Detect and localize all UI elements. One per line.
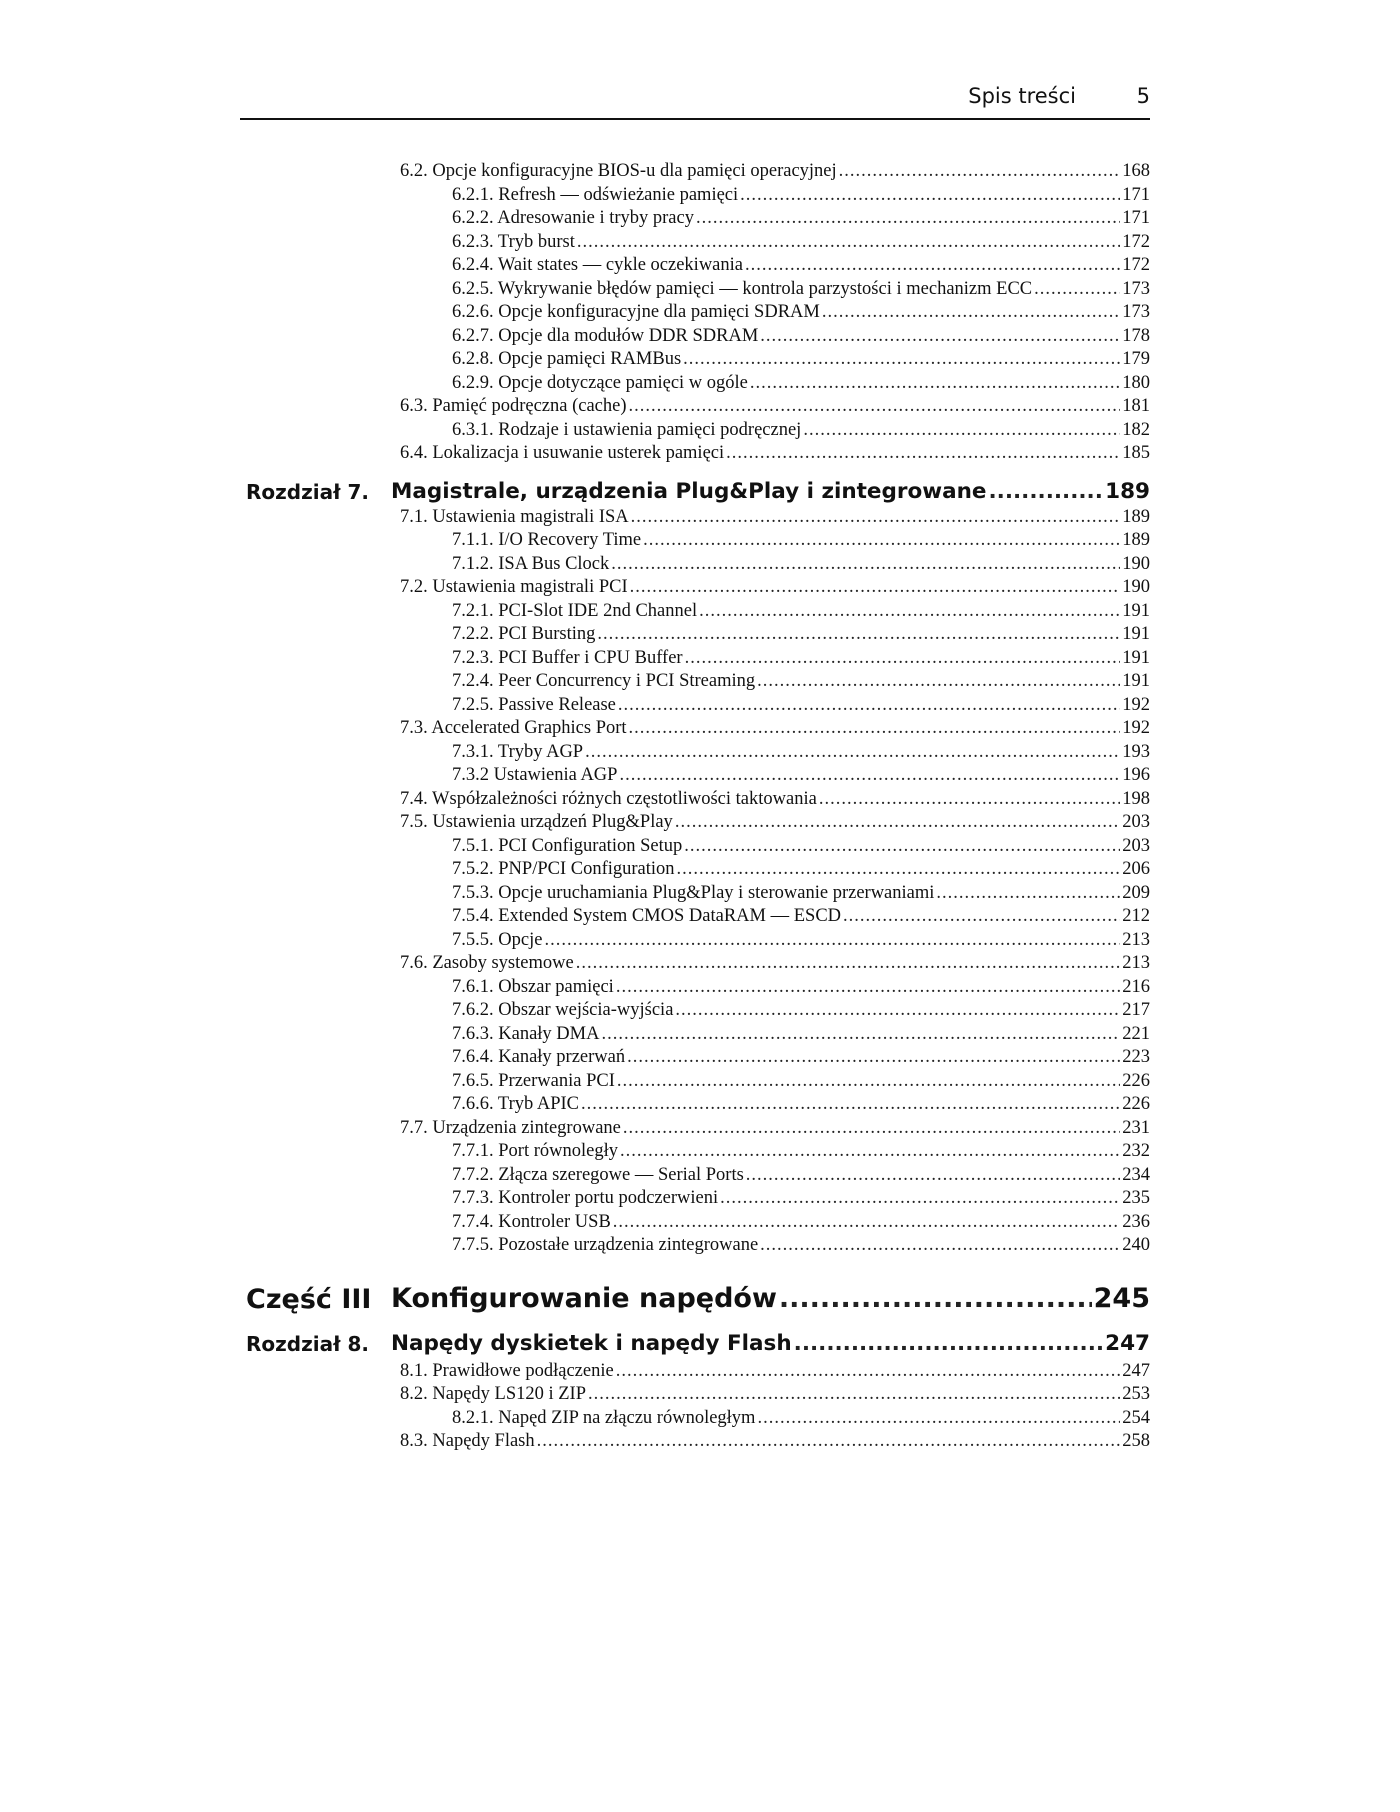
- dot-leader: [577, 231, 1120, 255]
- toc-entry-title: 6.2.3. Tryb burst: [452, 231, 575, 252]
- toc-entry-line: [452, 858, 1150, 882]
- toc-entry-line: [400, 1360, 1150, 1384]
- dot-leader: [629, 395, 1121, 419]
- toc-page-number: 190: [1122, 553, 1150, 574]
- dot-leader: [619, 764, 1120, 788]
- toc-entry-title: 7.2. Ustawienia magistrali PCI: [400, 577, 628, 597]
- toc-entry: [240, 764, 1150, 788]
- toc-entry-line: [452, 741, 1150, 765]
- dot-leader: [630, 576, 1121, 600]
- dot-leader: [757, 670, 1120, 694]
- toc-page-number: 173: [1122, 302, 1150, 322]
- toc-entry-title: 6.2.2. Adresowanie i tryby pracy: [452, 208, 694, 228]
- dot-leader: [745, 254, 1120, 278]
- toc-entry-line: [452, 529, 1150, 553]
- toc-entry-line: [400, 1117, 1150, 1141]
- toc-entry-title: 7.6.3. Kanały DMA: [452, 1023, 600, 1044]
- toc-page-number: 240: [1122, 1235, 1150, 1255]
- toc-entry-line: [400, 442, 1150, 466]
- toc-entry-title: 7.7.4. Kontroler USB: [452, 1211, 611, 1232]
- toc-entry-line: [452, 764, 1150, 788]
- toc-page-number: 191: [1122, 624, 1150, 644]
- dot-leader: [779, 1282, 1092, 1316]
- dot-leader: [576, 952, 1121, 976]
- toc-entry-line: [452, 207, 1150, 231]
- toc-page-number: 213: [1122, 953, 1150, 973]
- toc-page-number: 191: [1122, 600, 1150, 621]
- dot-leader: [544, 929, 1120, 953]
- dot-leader: [623, 1117, 1120, 1141]
- toc-entry-line: [391, 1330, 1150, 1358]
- dot-leader: [683, 348, 1120, 372]
- toc-entry-line: [400, 576, 1150, 600]
- toc-entry: [240, 207, 1150, 231]
- toc-entry-title: 7.3.1. Tryby AGP: [452, 741, 584, 762]
- toc-entry: [240, 600, 1150, 624]
- toc-entry: [240, 529, 1150, 553]
- dot-leader: [839, 160, 1121, 184]
- toc-entry-title: 6.2.1. Refresh — odświeżanie pamięci: [452, 184, 739, 205]
- toc-entry: [240, 858, 1150, 882]
- chapter-label: Rozdział 8.: [246, 1331, 369, 1356]
- dot-leader: [631, 506, 1121, 530]
- toc-entry-line: [452, 184, 1150, 208]
- dot-leader: [618, 694, 1120, 718]
- dot-leader: [696, 207, 1120, 231]
- toc-entry: [240, 694, 1150, 718]
- dot-leader: [760, 1234, 1120, 1258]
- toc-entry-line: [452, 278, 1150, 302]
- toc-entry-title: 7.1. Ustawienia magistrali ISA: [400, 506, 629, 527]
- toc-entry: [240, 372, 1150, 396]
- toc-page-number: 171: [1122, 184, 1150, 205]
- toc-entry: [240, 442, 1150, 466]
- dot-leader: [585, 741, 1120, 765]
- dot-leader: [819, 788, 1120, 812]
- toc-entry-line: [452, 694, 1150, 718]
- toc-page-number: 178: [1122, 325, 1150, 346]
- toc-page-number: 226: [1122, 1094, 1150, 1114]
- toc-page-number: 247: [1122, 1360, 1150, 1381]
- toc-entry: [240, 976, 1150, 1000]
- toc-page-number: 226: [1122, 1070, 1150, 1091]
- toc-entry-title: 7.6.2. Obszar wejścia-wyjścia: [452, 1000, 674, 1020]
- toc-page-number: 235: [1122, 1188, 1150, 1208]
- toc-entry-title: 7.7.2. Złącza szeregowe — Serial Ports: [452, 1164, 744, 1185]
- toc-entry-line: [452, 647, 1150, 671]
- toc-entry-title: 7.2.4. Peer Concurrency i PCI Streaming: [452, 671, 756, 691]
- toc-entry-line: [452, 372, 1150, 396]
- toc-entry: [240, 160, 1150, 184]
- toc-entry-line: [452, 231, 1150, 255]
- toc-entry-line: [452, 301, 1150, 325]
- toc-page-number: 180: [1122, 372, 1150, 393]
- toc-entry-title: 8.1. Prawidłowe podłączenie: [400, 1360, 614, 1381]
- toc-entry-title: 6.4. Lokalizacja i usuwanie usterek pamięci: [400, 443, 725, 463]
- toc-entry-line: [400, 811, 1150, 835]
- toc-entry: [240, 1023, 1150, 1047]
- toc-page-number: 181: [1122, 396, 1150, 416]
- dot-leader: [794, 1330, 1103, 1358]
- toc-entry-title: 7.6.5. Przerwania PCI: [452, 1070, 615, 1091]
- dot-leader: [803, 419, 1120, 443]
- toc-entry-line: [452, 999, 1150, 1023]
- toc-page-number: 191: [1122, 647, 1150, 668]
- toc-page-number: 193: [1122, 741, 1150, 762]
- toc-entry: [240, 348, 1150, 372]
- toc-entry-title: 7.1.1. I/O Recovery Time: [452, 530, 642, 550]
- dot-leader: [746, 1164, 1120, 1188]
- dot-leader: [843, 905, 1120, 929]
- toc-entry-title: 6.2.5. Wykrywanie błędów pamięci — kontrola parzystości i mechanizm ECC: [452, 278, 1033, 299]
- toc-entry: [240, 1117, 1150, 1141]
- toc-entry-title: 7.2.5. Passive Release: [452, 694, 616, 715]
- toc-entry: [240, 419, 1150, 443]
- toc-entry-line: [452, 419, 1150, 443]
- dot-leader: [675, 811, 1120, 835]
- toc-entry: [240, 1093, 1150, 1117]
- toc-page-number: 234: [1122, 1164, 1150, 1185]
- dot-leader: [989, 478, 1104, 506]
- toc-page-number: 232: [1122, 1141, 1150, 1161]
- toc-entry-title: 7.7.5. Pozostałe urządzenia zintegrowane: [452, 1235, 759, 1255]
- dot-leader: [581, 1093, 1120, 1117]
- toc-entry-line: [452, 623, 1150, 647]
- toc-entry: [240, 811, 1150, 835]
- toc-entry-title: 7.7. Urządzenia zintegrowane: [400, 1117, 621, 1138]
- toc-entry-line: [452, 1140, 1150, 1164]
- toc-page-number: 173: [1122, 278, 1150, 299]
- header-page-number: 5: [1136, 84, 1150, 108]
- toc-page-number: 179: [1122, 349, 1150, 369]
- toc-page-number: 196: [1122, 765, 1150, 785]
- toc-page-number: 190: [1122, 577, 1150, 597]
- toc-page-number: 209: [1122, 882, 1150, 903]
- toc-entry: [240, 1383, 1150, 1407]
- toc-entry-line: [452, 1211, 1150, 1235]
- toc-entry-line: [452, 905, 1150, 929]
- toc-entry: [240, 1360, 1150, 1384]
- toc-entry-line: [452, 1234, 1150, 1258]
- toc-page-number: 245: [1093, 1282, 1150, 1314]
- toc-entry-title: 7.5.1. PCI Configuration Setup: [452, 835, 683, 856]
- toc-entry: [240, 1407, 1150, 1431]
- toc-entry-line: [452, 348, 1150, 372]
- toc-entry-title: 7.6.6. Tryb APIC: [452, 1094, 579, 1114]
- toc-page-number: 189: [1122, 530, 1150, 550]
- toc-page-number: 247: [1105, 1330, 1150, 1356]
- toc-entry-line: [452, 1070, 1150, 1094]
- dot-leader: [611, 553, 1120, 577]
- dot-leader: [675, 999, 1120, 1023]
- toc-page-number: 206: [1122, 859, 1150, 879]
- toc-entry: [240, 231, 1150, 255]
- toc-entry: [240, 647, 1150, 671]
- dot-leader: [760, 325, 1120, 349]
- toc-page-number: 171: [1122, 208, 1150, 228]
- dot-leader: [720, 1187, 1120, 1211]
- toc-page-number: 254: [1122, 1407, 1150, 1428]
- toc-entry-title: 7.3.2 Ustawienia AGP: [452, 765, 618, 785]
- toc-entry: [240, 1430, 1150, 1454]
- dot-leader: [601, 1023, 1120, 1047]
- toc-entry: [240, 278, 1150, 302]
- toc-entry-title: 8.3. Napędy Flash: [400, 1431, 535, 1451]
- toc-entry: [240, 670, 1150, 694]
- toc-page-number: 172: [1122, 255, 1150, 275]
- toc-entry-title: 6.2.8. Opcje pamięci RAMBus: [452, 349, 682, 369]
- toc-entry-title: Konfigurowanie napędów: [391, 1282, 777, 1314]
- toc-entry-line: [452, 976, 1150, 1000]
- toc-page-number: 189: [1122, 506, 1150, 527]
- dot-leader: [617, 1070, 1120, 1094]
- dot-leader: [699, 600, 1120, 624]
- toc-page-number: 185: [1122, 443, 1150, 463]
- toc-entry-title: 7.2.3. PCI Buffer i CPU Buffer: [452, 647, 683, 668]
- dot-leader: [757, 1407, 1120, 1431]
- toc-entry-line: [400, 160, 1150, 184]
- toc-entry-line: [452, 553, 1150, 577]
- running-header: [240, 84, 1150, 120]
- toc-entry: [240, 1070, 1150, 1094]
- toc-entry-title: 7.2.1. PCI-Slot IDE 2nd Channel: [452, 600, 698, 621]
- toc-entry-line: [391, 1282, 1150, 1316]
- toc-entry-title: 7.6. Zasoby systemowe: [400, 953, 574, 973]
- toc-entry: [240, 576, 1150, 600]
- part-label: Część III: [246, 1283, 372, 1315]
- toc-entry-line: [391, 478, 1150, 506]
- toc-entry-title: 7.7.1. Port równoległy: [452, 1141, 618, 1161]
- dot-leader: [613, 1211, 1120, 1235]
- toc-page-number: 217: [1122, 1000, 1150, 1020]
- toc-entry: [240, 788, 1150, 812]
- header-title: Spis treści: [968, 84, 1076, 108]
- toc-entry: [240, 553, 1150, 577]
- toc-entry: [240, 882, 1150, 906]
- toc-page-number: 192: [1122, 694, 1150, 715]
- toc-entry-title: 7.6.4. Kanały przerwań: [452, 1047, 626, 1067]
- toc-entry: [240, 1211, 1150, 1235]
- toc-entry-line: [452, 1023, 1150, 1047]
- toc-entry-line: [452, 1046, 1150, 1070]
- dot-leader: [629, 717, 1121, 741]
- toc-entry: [240, 717, 1150, 741]
- toc-entry-title: 6.2.6. Opcje konfiguracyjne dla pamięci SDRAM: [452, 302, 820, 322]
- dot-leader: [822, 301, 1120, 325]
- toc-entry-title: 7.5.2. PNP/PCI Configuration: [452, 859, 675, 879]
- toc-entry: [240, 325, 1150, 349]
- dot-leader: [616, 976, 1120, 1000]
- toc-page-number: 191: [1122, 671, 1150, 691]
- toc-chapter-heading: [240, 1322, 1150, 1360]
- toc-entry: [240, 623, 1150, 647]
- toc-entry-title: 6.2.7. Opcje dla modułów DDR SDRAM: [452, 325, 759, 346]
- toc-chapter-heading: [240, 466, 1150, 506]
- toc-page-number: 216: [1122, 976, 1150, 997]
- toc-entry-line: [400, 1383, 1150, 1407]
- toc-page-number: 231: [1122, 1117, 1150, 1138]
- dot-leader: [627, 1046, 1120, 1070]
- toc-entry-line: [452, 1093, 1150, 1117]
- toc-entry-title: 7.1.2. ISA Bus Clock: [452, 553, 610, 574]
- toc-entry-title: 8.2. Napędy LS120 i ZIP: [400, 1384, 587, 1404]
- dot-leader: [750, 372, 1120, 396]
- toc-page-number: 258: [1122, 1431, 1150, 1451]
- dot-leader: [616, 1360, 1121, 1384]
- toc-entry: [240, 741, 1150, 765]
- toc-entry-line: [400, 952, 1150, 976]
- toc-page-number: 221: [1122, 1023, 1150, 1044]
- toc-entry-line: [452, 254, 1150, 278]
- dot-leader: [620, 1140, 1120, 1164]
- toc-entry-line: [452, 1407, 1150, 1431]
- table-of-contents: [240, 160, 1150, 1454]
- toc-entry: [240, 1234, 1150, 1258]
- dot-leader: [740, 184, 1120, 208]
- toc-entry: [240, 184, 1150, 208]
- chapter-label: Rozdział 7.: [246, 479, 369, 504]
- toc-entry-line: [452, 882, 1150, 906]
- toc-entry-line: [452, 1187, 1150, 1211]
- dot-leader: [677, 858, 1121, 882]
- toc-entry-title: 7.7.3. Kontroler portu podczerwieni: [452, 1188, 719, 1208]
- toc-entry-line: [400, 788, 1150, 812]
- toc-entry: [240, 835, 1150, 859]
- toc-entry: [240, 254, 1150, 278]
- dot-leader: [597, 623, 1120, 647]
- toc-page-number: 253: [1122, 1384, 1150, 1404]
- toc-entry: [240, 301, 1150, 325]
- toc-page-number: 203: [1122, 812, 1150, 832]
- toc-entry-title: 7.4. Współzależności różnych częstotliwości taktowania: [400, 788, 817, 809]
- toc-page-number: 192: [1122, 718, 1150, 738]
- toc-part-heading: [240, 1258, 1150, 1322]
- toc-entry: [240, 999, 1150, 1023]
- toc-entry-title: 6.3. Pamięć podręczna (cache): [400, 396, 627, 416]
- dot-leader: [537, 1430, 1121, 1454]
- toc-entry-line: [452, 600, 1150, 624]
- toc-entry-line: [400, 395, 1150, 419]
- toc-entry: [240, 1046, 1150, 1070]
- toc-page-number: 168: [1122, 161, 1150, 181]
- toc-entry-line: [452, 1164, 1150, 1188]
- toc-page-number: 223: [1122, 1047, 1150, 1067]
- toc-entry-title: 8.2.1. Napęd ZIP na złączu równoległym: [452, 1407, 756, 1428]
- toc-page-number: 198: [1122, 788, 1150, 809]
- toc-entry-line: [452, 929, 1150, 953]
- toc-entry-title: 6.2.9. Opcje dotyczące pamięci w ogóle: [452, 372, 748, 393]
- dot-leader: [1034, 278, 1120, 302]
- toc-page-number: 203: [1122, 835, 1150, 856]
- toc-entry: [240, 1164, 1150, 1188]
- toc-page-number: 172: [1122, 231, 1150, 252]
- toc-entry-line: [452, 670, 1150, 694]
- dot-leader: [726, 442, 1120, 466]
- dot-leader: [643, 529, 1120, 553]
- toc-page-number: 212: [1122, 906, 1150, 926]
- toc-page-number: 189: [1105, 478, 1150, 504]
- toc-entry-title: 7.2.2. PCI Bursting: [452, 624, 596, 644]
- toc-entry: [240, 395, 1150, 419]
- toc-page-number: 236: [1122, 1211, 1150, 1232]
- toc-entry: [240, 929, 1150, 953]
- toc-entry-line: [400, 1430, 1150, 1454]
- toc-entry-title: Napędy dyskietek i napędy Flash: [391, 1330, 792, 1356]
- toc-entry-line: [400, 506, 1150, 530]
- toc-entry-title: 7.5.3. Opcje uruchamiania Plug&Play i sterowanie przerwaniami: [452, 882, 935, 903]
- toc-entry-title: 7.3. Accelerated Graphics Port: [400, 718, 627, 738]
- toc-entry-title: 7.5.5. Opcje: [452, 929, 543, 950]
- toc-entry-title: 6.2. Opcje konfiguracyjne BIOS-u dla pamięci operacyjnej: [400, 161, 837, 181]
- toc-entry-title: 7.6.1. Obszar pamięci: [452, 976, 614, 997]
- toc-entry-title: Magistrale, urządzenia Plug&Play i zintegrowane: [391, 478, 987, 504]
- toc-entry-line: [452, 325, 1150, 349]
- toc-entry: [240, 1187, 1150, 1211]
- toc-entry-line: [400, 717, 1150, 741]
- toc-entry: [240, 905, 1150, 929]
- toc-page-number: 182: [1122, 419, 1150, 440]
- toc-entry: [240, 952, 1150, 976]
- toc-page-number: 213: [1122, 929, 1150, 950]
- toc-entry-title: 7.5. Ustawienia urządzeń Plug&Play: [400, 812, 673, 832]
- toc-entry-title: 6.2.4. Wait states — cykle oczekiwania: [452, 255, 743, 275]
- dot-leader: [936, 882, 1120, 906]
- dot-leader: [685, 647, 1121, 671]
- toc-entry: [240, 1140, 1150, 1164]
- dot-leader: [588, 1383, 1120, 1407]
- toc-entry-line: [452, 835, 1150, 859]
- toc-entry-title: 6.3.1. Rodzaje i ustawienia pamięci podręcznej: [452, 419, 802, 440]
- dot-leader: [684, 835, 1120, 859]
- toc-entry-title: 7.5.4. Extended System CMOS DataRAM — ESCD: [452, 906, 842, 926]
- toc-entry: [240, 506, 1150, 530]
